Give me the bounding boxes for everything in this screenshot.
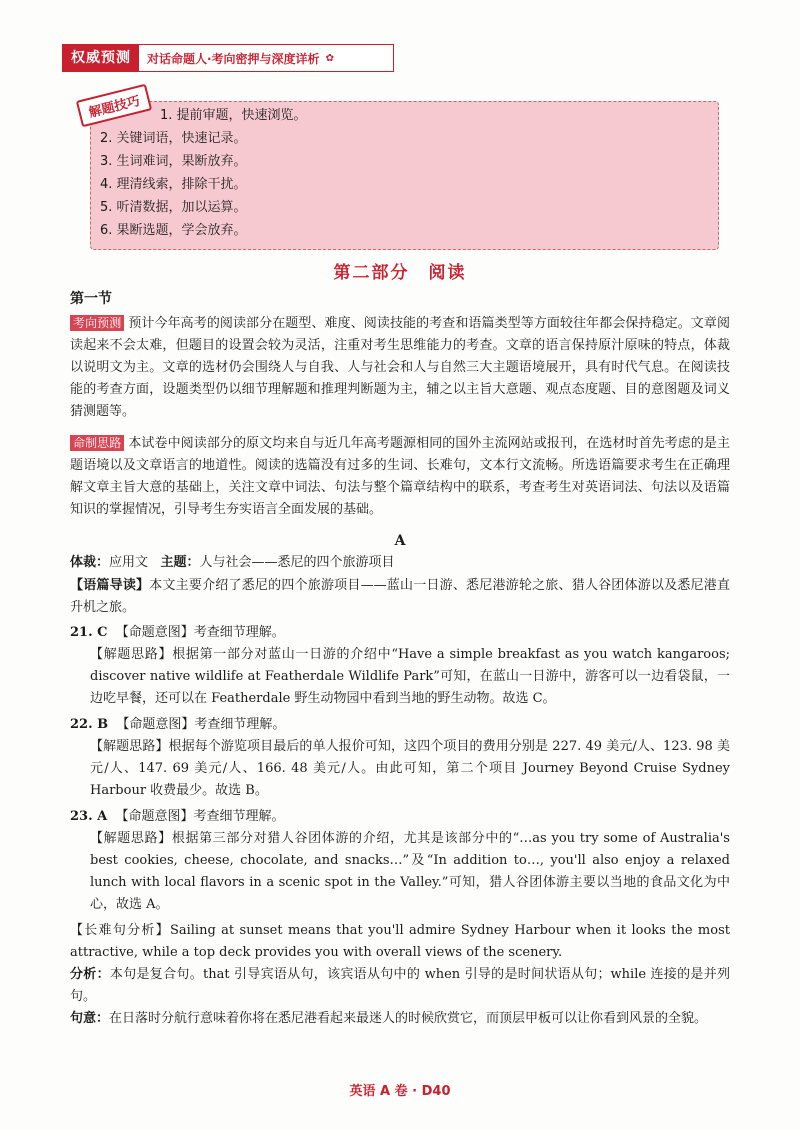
- forecast-text: 预计今年高考的阅读部分在题型、难度、阅读技能的考查和语篇类型等方面较往年都会保持稳定。文章阅读起来不会太难，但题目的设置会较为灵活，注重对考生思维能力的考查。文章的语言保持原汁原味的特点，体裁以说明文为主。文章的选材仍会围绕人与自我、人与社会和人与自然三大主题语境展开，具有时代气息。在阅读技能的考查方面，设题类型仍以细节理解题和推理判断题为主，辅之以主旨大意题、观点态度题、目的意图题及词义猜测题等。: [70, 316, 730, 419]
- intent-text: 考查细节理解。: [193, 809, 285, 824]
- intent-text: 考查细节理解。: [193, 625, 285, 640]
- idea-text: 根据第一部分对蓝山一日游的介绍中“Have a simple breakfast as you watch kangaroos; discover native wildlife at Featherdale Wildlife Park”可知，在蓝山一日游中，游客可以一边看袋鼠，一边吃早餐，还可以在 Featherdale 野生动物园中看到当地的野生动物。故选 C。: [90, 647, 730, 706]
- question-number: 22. B: [70, 717, 109, 732]
- theme-value: 人与社会——悉尼的四个旅游项目: [199, 555, 395, 570]
- question-number: 23. A: [70, 809, 108, 824]
- forecast-tag: 考向预测: [70, 315, 124, 331]
- design-text: 本试卷中阅读部分的原文均来自与近几年高考题源相同的国外主流网站或报刊，在选材时首先考虑的是主题语境以及文章语言的地道性。阅读的选篇没有过多的生词、长难句，文本行文流畅。所选语篇要求考生在正确理解文章主旨大意的基础上，关注文章中词法、句法与整个篇章结构中的联系，考查考生对英语词法、句法以及语篇知识的掌握情况，引导考生夯实语言全面发展的基础。: [70, 436, 730, 517]
- theme-label: 主题：: [160, 555, 200, 570]
- translation-text: 在日落时分航行意味着你将在悉尼港看起来最迷人的时候欣赏它，而顶层甲板可以让你看到风景的全貌。: [109, 1011, 708, 1026]
- design-tag: 命制思路: [70, 435, 124, 451]
- question-number: 21. C: [70, 625, 108, 640]
- passage-letter: A: [394, 533, 406, 549]
- question-22: [70, 714, 730, 802]
- tip-item: 2. 关键词语，快速记录。: [100, 131, 247, 146]
- question-23: [70, 806, 730, 916]
- idea-text: 根据每个游览项目最后的单人报价可知，这四个项目的费用分别是 227. 49 美元/人、123. 98 美元/人、147. 69 美元/人、166. 48 美元/人。由此可知，第二个项目 Journey Beyond Cruise Sydney Harbour 收费最少。故选 B。: [90, 739, 730, 798]
- idea-text: 根据第三部分对猎人谷团体游的介绍，尤其是该部分中的“…as you try some of Australia's best cookies, cheese, chocolate, and snacks…”及“In addition to…, you'll also enjoy a relaxed lunch with local flavors in a scenic spot in the Valley.”可知，猎人谷团体游主要以当地的食品文化为中心，故选 A。: [90, 831, 730, 912]
- tip-item: 4. 理清线索，排除干扰。: [100, 177, 247, 192]
- tip-item: 5. 听清数据，加以运算。: [100, 200, 247, 215]
- idea-label: 【解题思路】: [90, 739, 169, 754]
- header-bar: [62, 44, 394, 72]
- header-subtitle: 对话命题人·考向密押与深度详析: [147, 51, 320, 66]
- genre-line: [70, 552, 730, 574]
- analysis-label: 分析：: [70, 967, 110, 982]
- page-footer: 英语 A 卷 · D40: [349, 1084, 451, 1099]
- long-sentence-label: 【长难句分析】: [70, 923, 170, 938]
- translation-label: 句意：: [70, 1011, 110, 1026]
- question-21: [70, 622, 730, 710]
- tip-item: 1. 提前审题，快速浏览。: [160, 108, 307, 123]
- long-sentence-section: [70, 920, 730, 1030]
- long-sentence-text: Sailing at sunset means that you'll admire Sydney Harbour when it looks the most attractive, while a top deck provides you with overall views of the scenery.: [70, 923, 730, 960]
- tip-item: 6. 果断选题，学会放弃。: [100, 223, 247, 238]
- guide-paragraph: [70, 575, 730, 619]
- flower-icon: ✿: [325, 52, 334, 64]
- analysis-text: 本句是复合句。that 引导宾语从句，该宾语从句中的 when 引导的是时间状语从句；while 连接的是并列句。: [70, 967, 730, 1004]
- genre-value: 应用文: [109, 555, 149, 570]
- forecast-paragraph: [70, 312, 730, 423]
- intent-text: 考查细节理解。: [194, 717, 286, 732]
- genre-label: 体裁：: [70, 555, 110, 570]
- guide-text: 本文主要介绍了悉尼的四个旅游项目——蓝山一日游、悉尼港游轮之旅、猎人谷团体游以及悉尼港直升机之旅。: [70, 578, 730, 615]
- header-badge: 权威预测: [63, 45, 139, 71]
- intent-label: 【命题意图】: [116, 717, 195, 732]
- idea-label: 【解题思路】: [90, 647, 173, 662]
- idea-label: 【解题思路】: [90, 831, 172, 846]
- intent-label: 【命题意图】: [115, 809, 194, 824]
- tips-tag: 解题技巧: [76, 84, 152, 128]
- intent-label: 【命题意图】: [115, 625, 194, 640]
- tips-list: [100, 104, 307, 242]
- design-paragraph: [70, 432, 730, 521]
- section-title: 第二部分 阅读: [333, 263, 467, 283]
- sub-heading: 第一节: [70, 291, 112, 307]
- tip-item: 3. 生词难词，果断放弃。: [100, 154, 247, 169]
- guide-label: 【语篇导读】: [70, 578, 150, 593]
